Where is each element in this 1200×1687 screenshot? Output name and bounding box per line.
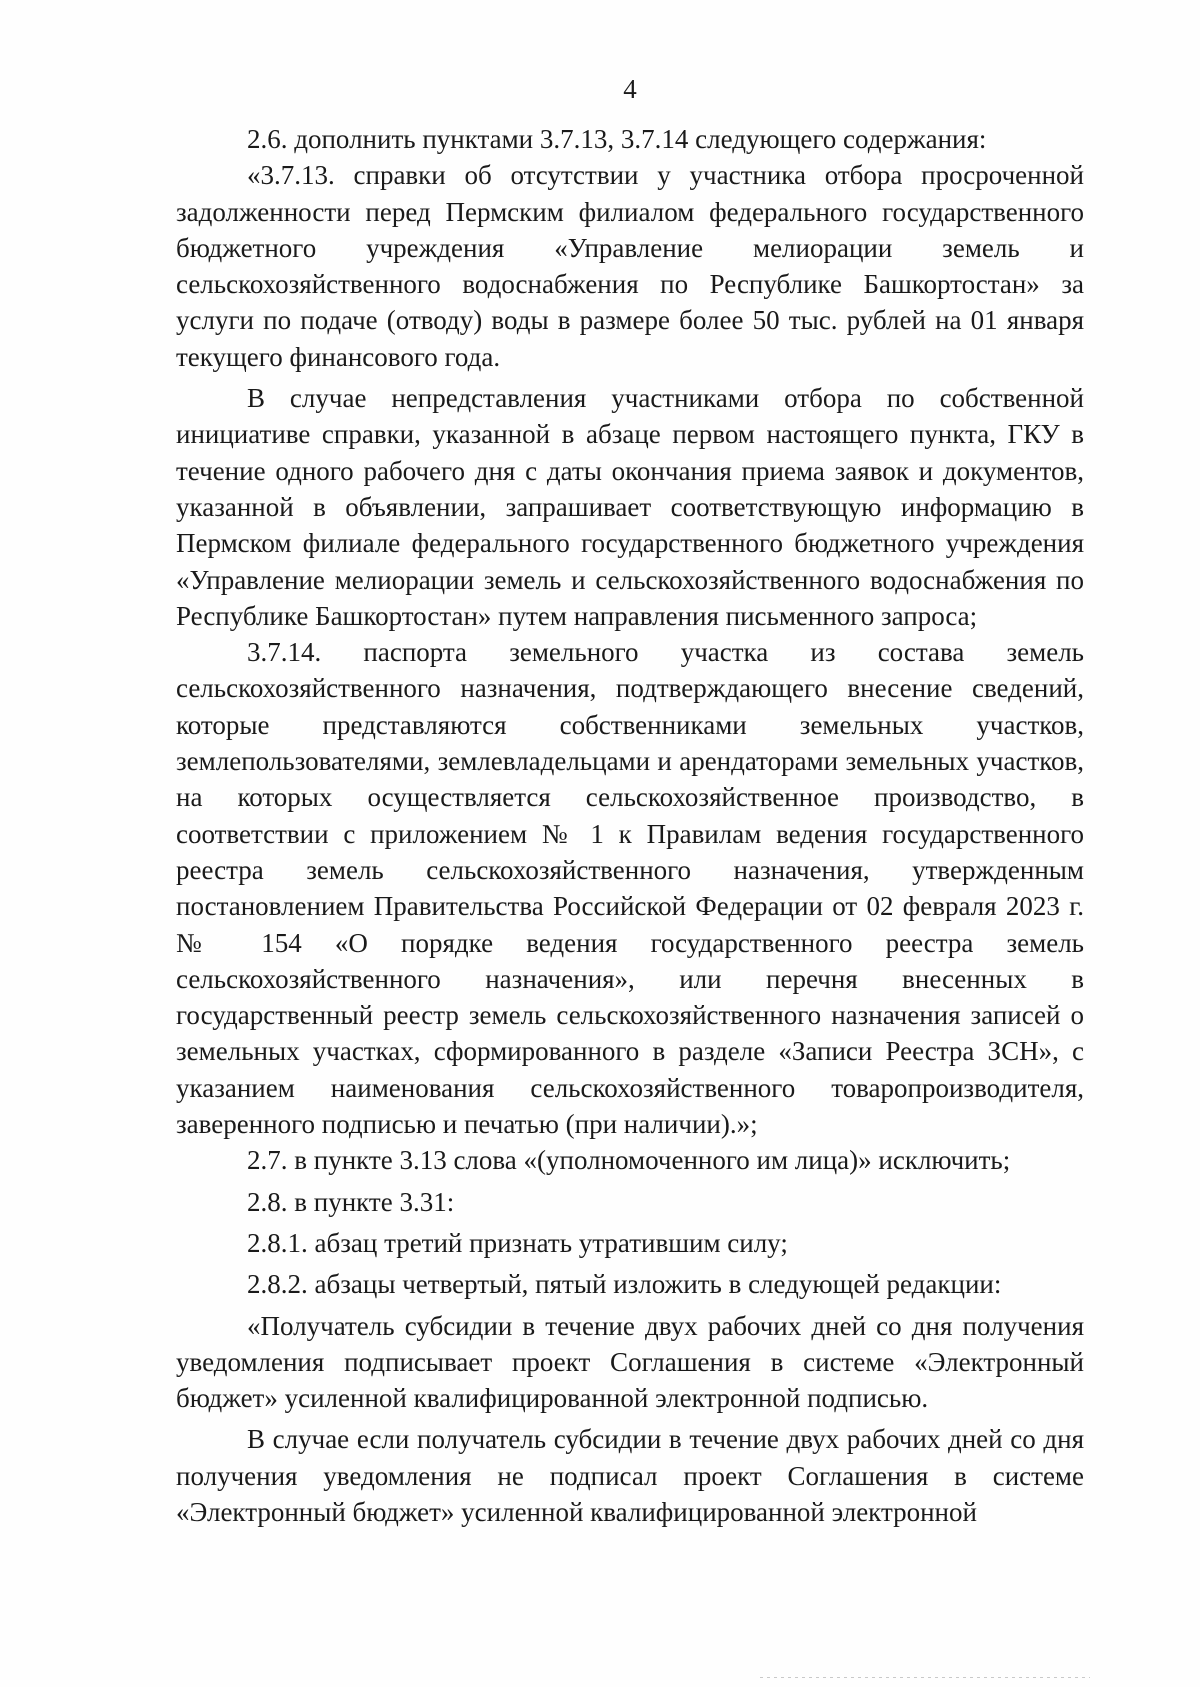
paragraph-2-6: 2.6. дополнить пунктами 3.7.13, 3.7.14 следующего содержания: bbox=[247, 124, 987, 154]
document-body bbox=[176, 121, 1084, 1530]
paragraph-3-7-14: 3.7.14. паспорта земельного участка из состава земель сельскохозяйственного назначения, подтверждающего внесение сведений, которые представляются собственниками земельных участков, землепользователями, землевладельцами и арендаторами земельных участков, на которых осуществляется сельскохозяйственное производство, в соответствии с приложением № 1 к Правилам ведения государственного реестра земель сельскохозяйственного назначения, утвержденным постановлением Правительства Российской Федерации от 02 февраля 2023 г. № 154 «О порядке ведения государственного реестра земель сельскохозяйственного назначения», или перечня внесенных в государственный реестр земель сельскохозяйственного назначения записей о земельных участках, сформированного в разделе «Записи Реестра ЗСН», с указанием наименования сельскохозяйственного товаропроизводителя, заверенного подписью и печатью (при наличии).»; bbox=[176, 637, 1084, 1140]
paragraph-2-8: 2.8. в пункте 3.31: bbox=[247, 1186, 455, 1217]
paragraph-agreement-not-signed: В случае если получатель субсидии в течение двух рабочих дней со дня получения уведомления не подписал проект Соглашения в системе «Электронный бюджет» усиленной квалифицированной электронной bbox=[176, 1424, 1084, 1527]
paragraph-3-7-13-second: В случае непредставления участниками отбора по собственной инициативе справки, указанной в абзаце первом настоящего пункта, ГКУ в течение одного рабочего дня с даты окончания приема заявок и документов, указанной в объявлении, запрашивает соответствующую информацию в Пермском филиале федерального государственного бюджетного учреждения «Управление мелиорации земель и сельскохозяйственного водоснабжения по Республике Башкортостан» путем направления письменного запроса; bbox=[176, 383, 1084, 631]
paragraph-3-7-13: «3.7.13. справки об отсутствии у участника отбора просроченной задолженности перед Пермским филиалом федерального государственного бюджетного учреждения «Управление мелиорации земель и сельскохозяйственного водоснабжения по Республике Башкортостан» за услуги по подаче (отводу) воды в размере более 50 тыс. рублей на 01 января текущего финансового года. bbox=[176, 160, 1084, 372]
scan-artifact-line bbox=[760, 1677, 1090, 1678]
paragraph-2-8-1: 2.8.1. абзац третий признать утратившим силу; bbox=[247, 1227, 788, 1258]
paragraph-2-7: 2.7. в пункте 3.13 слова «(уполномоченного им лица)» исключить; bbox=[247, 1145, 1011, 1176]
paragraph-2-8-2: 2.8.2. абзацы четвертый, пятый изложить в следующей редакции: bbox=[247, 1269, 1002, 1300]
page-number: 4 bbox=[623, 74, 637, 104]
paragraph-agreement-signing: «Получатель субсидии в течение двух рабочих дней со дня получения уведомления подписывает проект Соглашения в системе «Электронный бюджет» усиленной квалифицированной электронной подписью. bbox=[176, 1310, 1084, 1414]
